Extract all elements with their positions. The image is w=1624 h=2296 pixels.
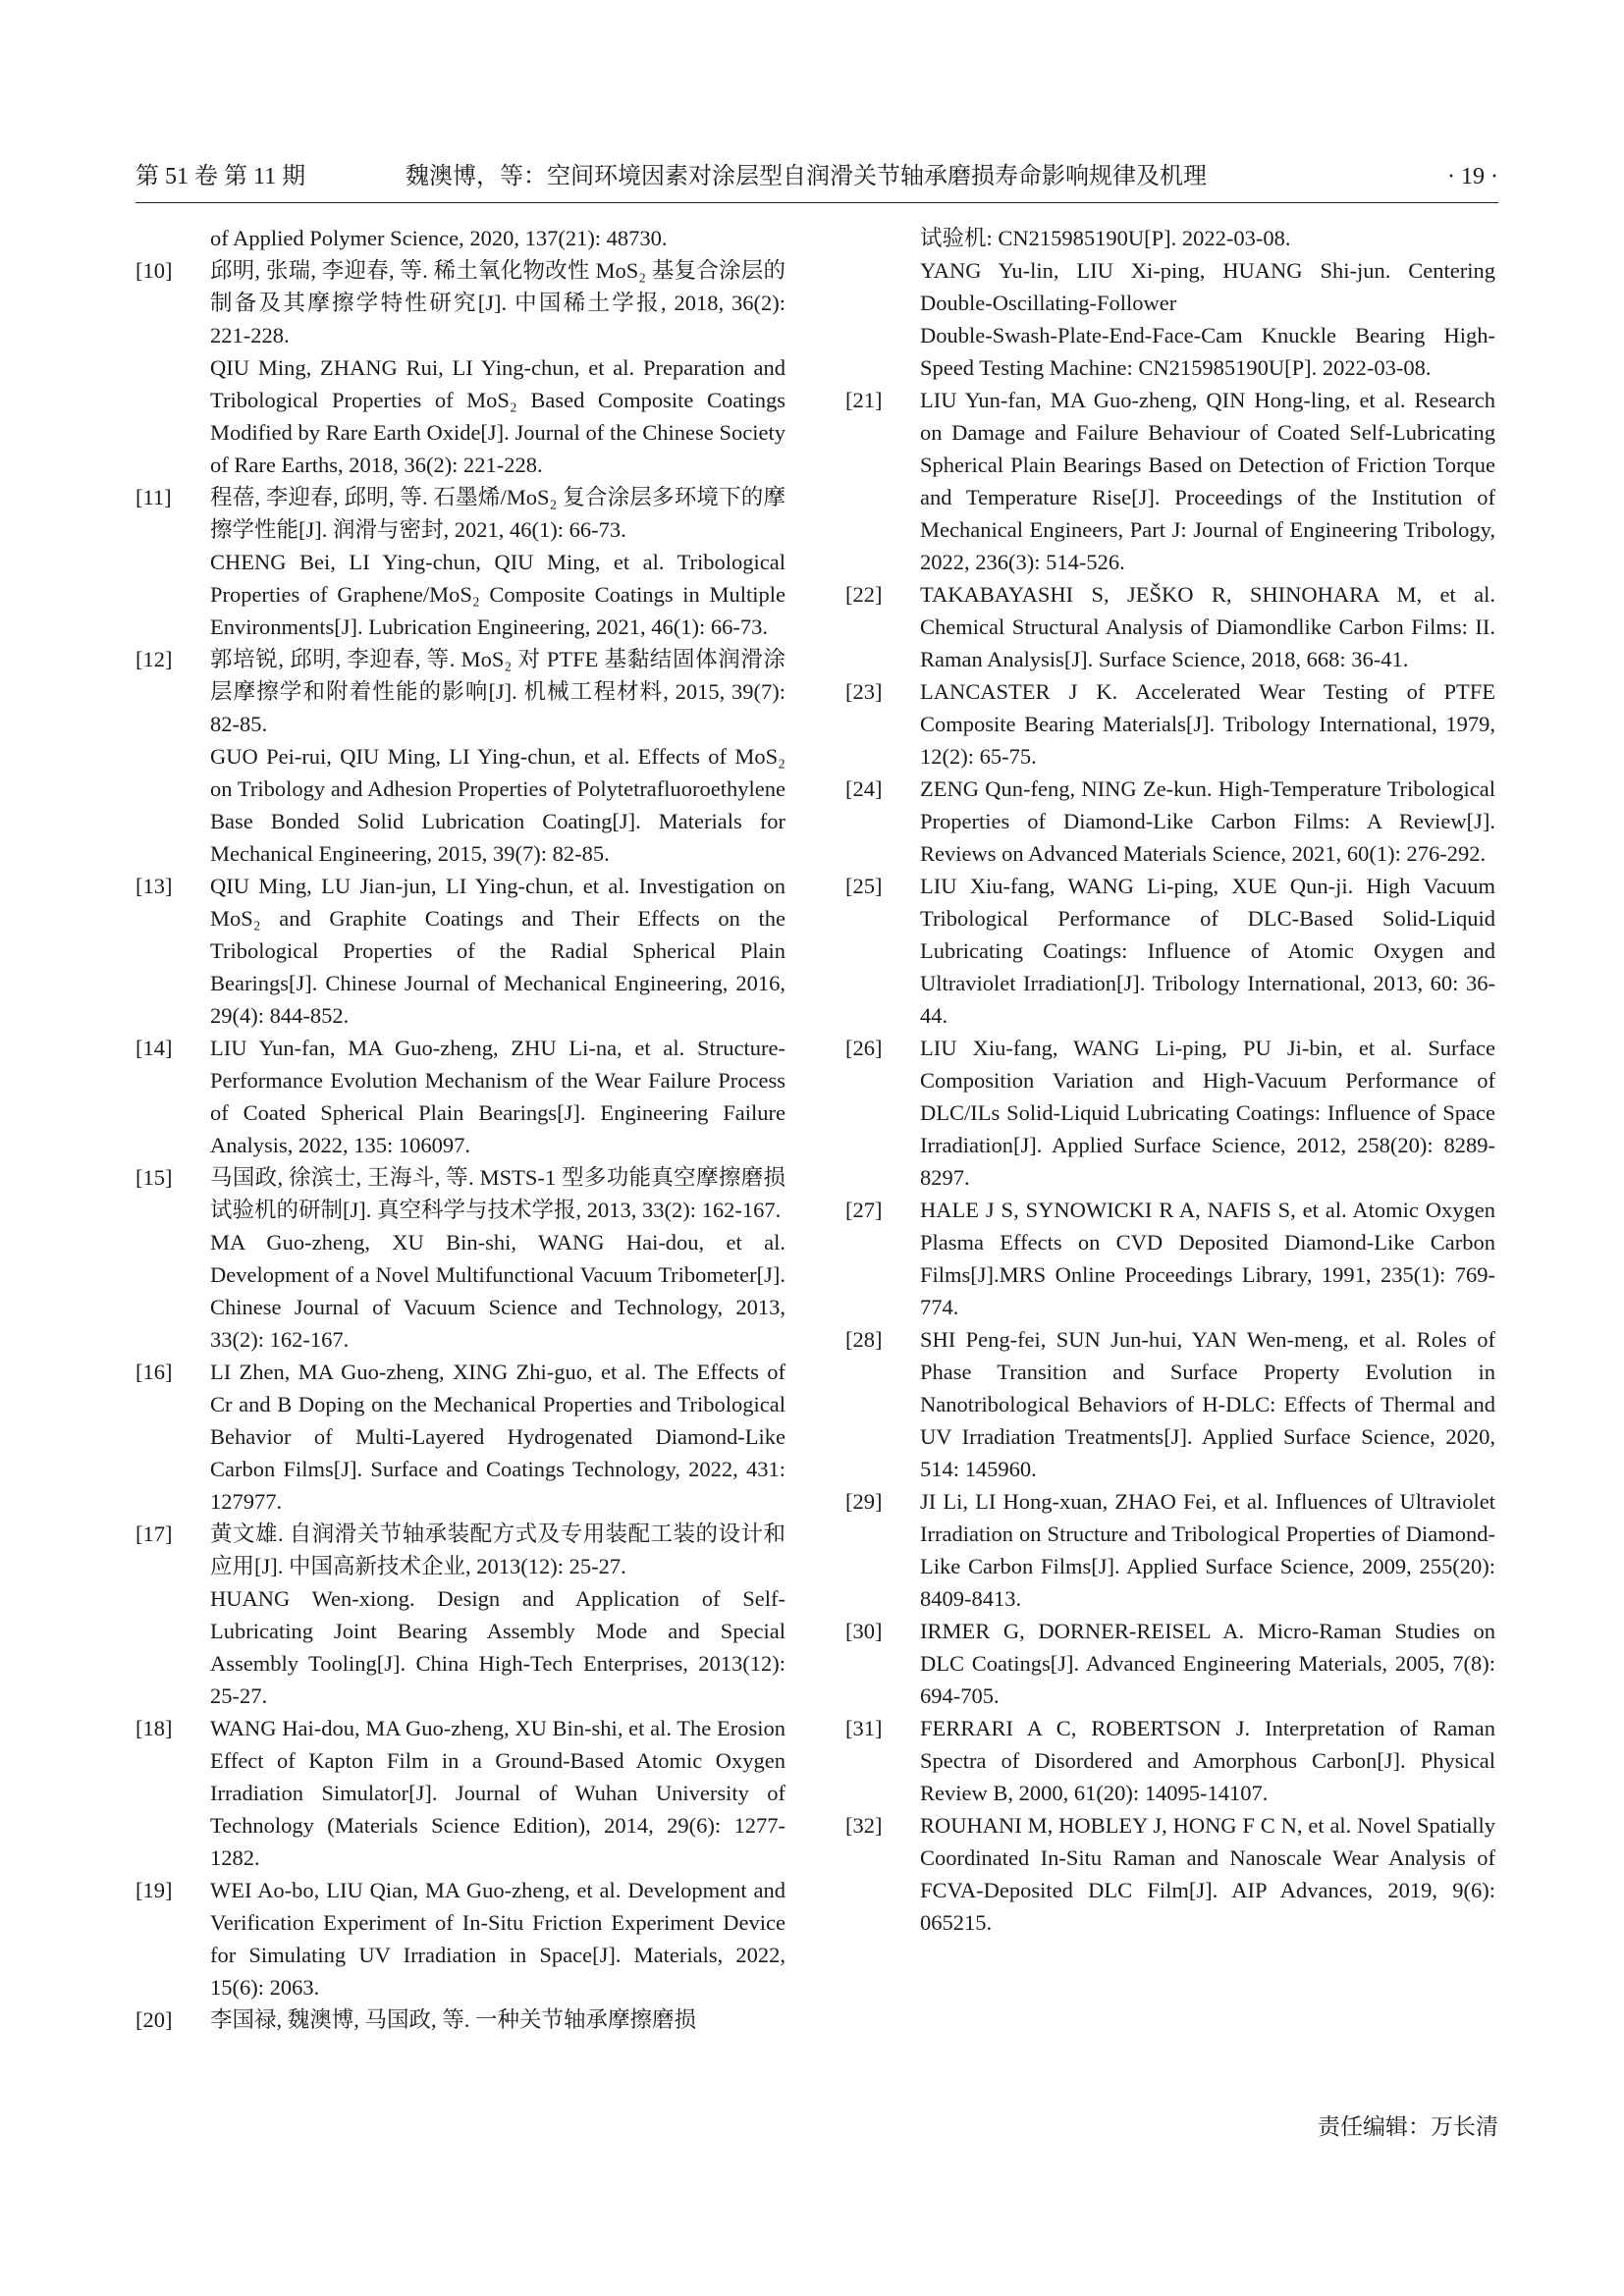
reference-number: [18]: [135, 1716, 173, 1740]
reference-number: [28]: [845, 1327, 883, 1352]
reference-number: [23]: [845, 679, 883, 704]
reference-number: [19]: [135, 1878, 173, 1902]
reference-text: [920, 1194, 1495, 1323]
reference-number: [12]: [135, 647, 173, 671]
reference-line: LANCASTER J K. Accelerated Wear Testing of PTFE Composite Bearing Materials[J]. Tribology International, 1979, 12(2): 65-75.: [920, 679, 1495, 769]
reference-entry: [845, 1809, 1495, 1939]
reference-line: SHI Peng-fei, SUN Jun-hui, YAN Wen-meng, et al. Roles of Phase Transition and Surface Property Evolution in Nanotribological Behaviors of H-DLC: Effects of Thermal and UV Irradiation Treatments[J]. Applied Surface Science, 2020, 514: 145960.: [920, 1327, 1495, 1481]
reference-text: [920, 675, 1495, 773]
reference-line: GUO Pei-rui, QIU Ming, LI Ying-chun, et al. Effects of MoS₂ on Tribology and Adhesion Properties of Polytetrafluoroethylene Base Bonded Solid Lubrication Coating[J]. Materials for Mechanical Engineering, 2015, 39(7): 82-85.: [210, 744, 785, 866]
reference-entry: [135, 1161, 785, 1356]
reference-entry: [845, 1032, 1495, 1194]
reference-number: [14]: [135, 1036, 173, 1060]
reference-text: [920, 1712, 1495, 1809]
reference-text: [920, 1615, 1495, 1712]
reference-line: JI Li, LI Hong-xuan, ZHAO Fei, et al. Influences of Ultraviolet Irradiation on Structure and Tribological Properties of Diamond-Like Carbon Films[J]. Applied Surface Science, 2009, 255(20): 8409-8413.: [920, 1489, 1495, 1611]
reference-text: [210, 1161, 785, 1356]
reference-line: 邱明, 张瑞, 李迎春, 等. 稀土氧化物改性 MoS₂ 基复合涂层的制备及其摩擦学特性研究[J]. 中国稀土学报, 2018, 36(2): 221-228.: [210, 258, 785, 347]
reference-number: [31]: [845, 1716, 883, 1740]
reference-entry: [845, 384, 1495, 578]
reference-line: HALE J S, SYNOWICKI R A, NAFIS S, et al. Atomic Oxygen Plasma Effects on CVD Deposited Diamond-Like Carbon Films[J].MRS Online Proceedings Library, 1991, 235(1): 769-774.: [920, 1198, 1495, 1319]
reference-line: Double-Swash-Plate-End-Face-Cam Knuckle Bearing High-Speed Testing Machine: CN215985190U[P]. 2022-03-08.: [920, 323, 1495, 380]
running-header: [135, 155, 1498, 198]
reference-entry: [135, 1032, 785, 1161]
reference-line: 马国政, 徐滨士, 王海斗, 等. MSTS-1 型多功能真空摩擦磨损试验机的研制[J]. 真空科学与技术学报, 2013, 33(2): 162-167.: [210, 1165, 785, 1222]
reference-text: [920, 1485, 1495, 1615]
reference-text: [210, 1518, 785, 1712]
reference-line: LIU Yun-fan, MA Guo-zheng, ZHU Li-na, et al. Structure-Performance Evolution Mechanism of the Wear Failure Process of Coated Spherical Plain Bearings[J]. Engineering Failure Analysis, 2022, 135: 106097.: [210, 1036, 785, 1157]
reference-entry: [135, 481, 785, 643]
reference-entry: [135, 222, 785, 254]
reference-line: 李国禄, 魏澳博, 马国政, 等. 一种关节轴承摩擦磨损: [210, 2007, 697, 2032]
reference-text: [920, 384, 1495, 578]
journal-issue: 第 51 卷 第 11 期: [135, 164, 306, 189]
reference-line: WANG Hai-dou, MA Guo-zheng, XU Bin-shi, et al. The Erosion Effect of Kapton Film in a Ground-Based Atomic Oxygen Irradiation Simulator[J]. Journal of Wuhan University of Technology (Materials Science Edition), 2014, 29(6): 1277-1282.: [210, 1716, 785, 1870]
reference-entry: [845, 1323, 1495, 1485]
reference-line: ZENG Qun-feng, NING Ze-kun. High-Temperature Tribological Properties of Diamond-Like Carbon Films: A Review[J]. Reviews on Advanced Materials Science, 2021, 60(1): 276-292.: [920, 776, 1495, 866]
reference-text: [920, 1809, 1495, 1939]
reference-entry: [135, 870, 785, 1032]
reference-entry: [135, 2003, 785, 2036]
reference-column-left: [135, 222, 785, 2036]
reference-line: HUANG Wen-xiong. Design and Application of Self-Lubricating Joint Bearing Assembly Mode and Special Assembly Tooling[J]. China High-Tech Enterprises, 2013(12): 25-27.: [210, 1586, 785, 1708]
reference-entry: [135, 1874, 785, 2003]
reference-entry: [845, 222, 1495, 384]
reference-number: [21]: [845, 388, 883, 412]
reference-line: 试验机: CN215985190U[P]. 2022-03-08.: [920, 226, 1291, 250]
reference-line: YANG Yu-lin, LIU Xi-ping, HUANG Shi-jun. Centering Double-Oscillating-Follower: [920, 258, 1495, 315]
reference-number: [30]: [845, 1619, 883, 1643]
reference-text: [920, 578, 1495, 675]
reference-text: [210, 1032, 785, 1161]
reference-number: [16]: [135, 1360, 173, 1384]
reference-entry: [845, 1712, 1495, 1809]
reference-number: [26]: [845, 1036, 883, 1060]
reference-entry: [135, 1518, 785, 1712]
reference-line: 程蓓, 李迎春, 邱明, 等. 石墨烯/MoS₂ 复合涂层多环境下的摩擦学性能[J]. 润滑与密封, 2021, 46(1): 66-73.: [210, 485, 785, 542]
reference-entry: [845, 870, 1495, 1032]
reference-entry: [135, 254, 785, 481]
reference-line: 郭培锐, 邱明, 李迎春, 等. MoS₂ 对 PTFE 基黏结固体润滑涂层摩擦学和附着性能的影响[J]. 机械工程材料, 2015, 39(7): 82-85.: [210, 647, 785, 736]
reference-text: [210, 1874, 785, 2003]
reference-line: TAKABAYASHI S, JEŠKO R, SHINOHARA M, et al. Chemical Structural Analysis of Diamondlike Carbon Films: II. Raman Analysis[J]. Surface Science, 2018, 668: 36-41.: [920, 582, 1495, 671]
reference-text: [210, 222, 785, 254]
reference-number: [11]: [135, 485, 172, 509]
reference-text: [920, 870, 1495, 1032]
reference-line: ROUHANI M, HOBLEY J, HONG F C N, et al. Novel Spatially Coordinated In-Situ Raman and Nanoscale Wear Analysis of FCVA-Deposited DLC Film[J]. AIP Advances, 2019, 9(6): 065215.: [920, 1813, 1495, 1935]
reference-line: LIU Xiu-fang, WANG Li-ping, PU Ji-bin, et al. Surface Composition Variation and High-Vacuum Performance of DLC/ILs Solid-Liquid Lubricating Coatings: Influence of Space Irradiation[J]. Applied Surface Science, 2012, 258(20): 8289-8297.: [920, 1036, 1495, 1190]
reference-line: LIU Xiu-fang, WANG Li-ping, XUE Qun-ji. High Vacuum Tribological Performance of DLC-Based Solid-Liquid Lubricating Coatings: Influence of Atomic Oxygen and Ultraviolet Irradiation[J]. Tribology International, 2013, 60: 36-44.: [920, 874, 1495, 1028]
reference-line: FERRARI A C, ROBERTSON J. Interpretation of Raman Spectra of Disordered and Amorphous Carbon[J]. Physical Review B, 2000, 61(20): 14095-14107.: [920, 1716, 1495, 1805]
page-number: · 19 ·: [1447, 164, 1498, 189]
reference-text: [210, 1356, 785, 1518]
reference-text: [920, 1032, 1495, 1194]
reference-entry: [845, 1194, 1495, 1323]
reference-entry: [135, 643, 785, 870]
reference-number: [25]: [845, 874, 883, 898]
reference-number: [29]: [845, 1489, 883, 1514]
reference-number: [24]: [845, 776, 883, 801]
reference-number: [20]: [135, 2007, 173, 2032]
reference-text: [210, 1712, 785, 1874]
reference-line: QIU Ming, LU Jian-jun, LI Ying-chun, et al. Investigation on MoS₂ and Graphite Coatings and Their Effects on the Tribological Properties of the Radial Spherical Plain Bearings[J]. Chinese Journal of Mechanical Engineering, 2016, 29(4): 844-852.: [210, 874, 785, 1028]
reference-line: 黄文雄. 自润滑关节轴承装配方式及专用装配工装的设计和应用[J]. 中国高新技术企业, 2013(12): 25-27.: [210, 1522, 785, 1578]
header-rule: [135, 202, 1498, 203]
reference-line: QIU Ming, ZHANG Rui, LI Ying-chun, et al. Preparation and Tribological Properties of MoS₂ Based Composite Coatings Modified by Rare Earth Oxide[J]. Journal of the Chinese Society of Rare Earths, 2018, 36(2): 221-228.: [210, 355, 785, 477]
reference-entry: [845, 578, 1495, 675]
article-title-header: 魏澳博，等：空间环境因素对涂层型自润滑关节轴承磨损寿命影响规律及机理: [406, 164, 1207, 189]
reference-line: of Applied Polymer Science, 2020, 137(21): 48730.: [210, 226, 668, 250]
reference-number: [15]: [135, 1165, 173, 1190]
reference-text: [210, 643, 785, 870]
reference-text: [210, 2003, 785, 2036]
reference-line: MA Guo-zheng, XU Bin-shi, WANG Hai-dou, et al. Development of a Novel Multifunctional Vacuum Tribometer[J]. Chinese Journal of Vacuum Science and Technology, 2013, 33(2): 162-167.: [210, 1230, 785, 1352]
reference-text: [210, 870, 785, 1032]
reference-entry: [135, 1356, 785, 1518]
reference-entry: [845, 1615, 1495, 1712]
reference-number: [17]: [135, 1522, 173, 1546]
reference-text: [920, 773, 1495, 870]
reference-column-right: [845, 222, 1495, 1939]
reference-entry: [845, 675, 1495, 773]
reference-line: WEI Ao-bo, LIU Qian, MA Guo-zheng, et al. Development and Verification Experiment of In-Situ Friction Experiment Device for Simulating UV Irradiation in Space[J]. Materials, 2022, 15(6): 2063.: [210, 1878, 785, 2000]
reference-number: [10]: [135, 258, 173, 283]
reference-text: [920, 222, 1495, 384]
reference-line: CHENG Bei, LI Ying-chun, QIU Ming, et al. Tribological Properties of Graphene/MoS₂ Composite Coatings in Multiple Environments[J]. Lubrication Engineering, 2021, 46(1): 66-73.: [210, 550, 785, 639]
reference-entry: [135, 1712, 785, 1874]
reference-number: [22]: [845, 582, 883, 607]
reference-number: [13]: [135, 874, 173, 898]
reference-text: [210, 254, 785, 481]
responsible-editor: 责任编辑：万长清: [1318, 2114, 1498, 2139]
reference-entry: [845, 1485, 1495, 1615]
reference-number: [27]: [845, 1198, 883, 1222]
reference-text: [920, 1323, 1495, 1485]
reference-number: [32]: [845, 1813, 883, 1838]
reference-line: LI Zhen, MA Guo-zheng, XING Zhi-guo, et al. The Effects of Cr and B Doping on the Mechanical Properties and Tribological Behavior of Multi-Layered Hydrogenated Diamond-Like Carbon Films[J]. Surface and Coatings Technology, 2022, 431: 127977.: [210, 1360, 785, 1514]
reference-line: IRMER G, DORNER-REISEL A. Micro-Raman Studies on DLC Coatings[J]. Advanced Engineering Materials, 2005, 7(8): 694-705.: [920, 1619, 1495, 1708]
reference-line: LIU Yun-fan, MA Guo-zheng, QIN Hong-ling, et al. Research on Damage and Failure Behaviour of Coated Self-Lubricating Spherical Plain Bearings Based on Detection of Friction Torque and Temperature Rise[J]. Proceedings of the Institution of Mechanical Engineers, Part J: Journal of Engineering Tribology, 2022, 236(3): 514-526.: [920, 388, 1495, 574]
reference-entry: [845, 773, 1495, 870]
reference-text: [210, 481, 785, 643]
